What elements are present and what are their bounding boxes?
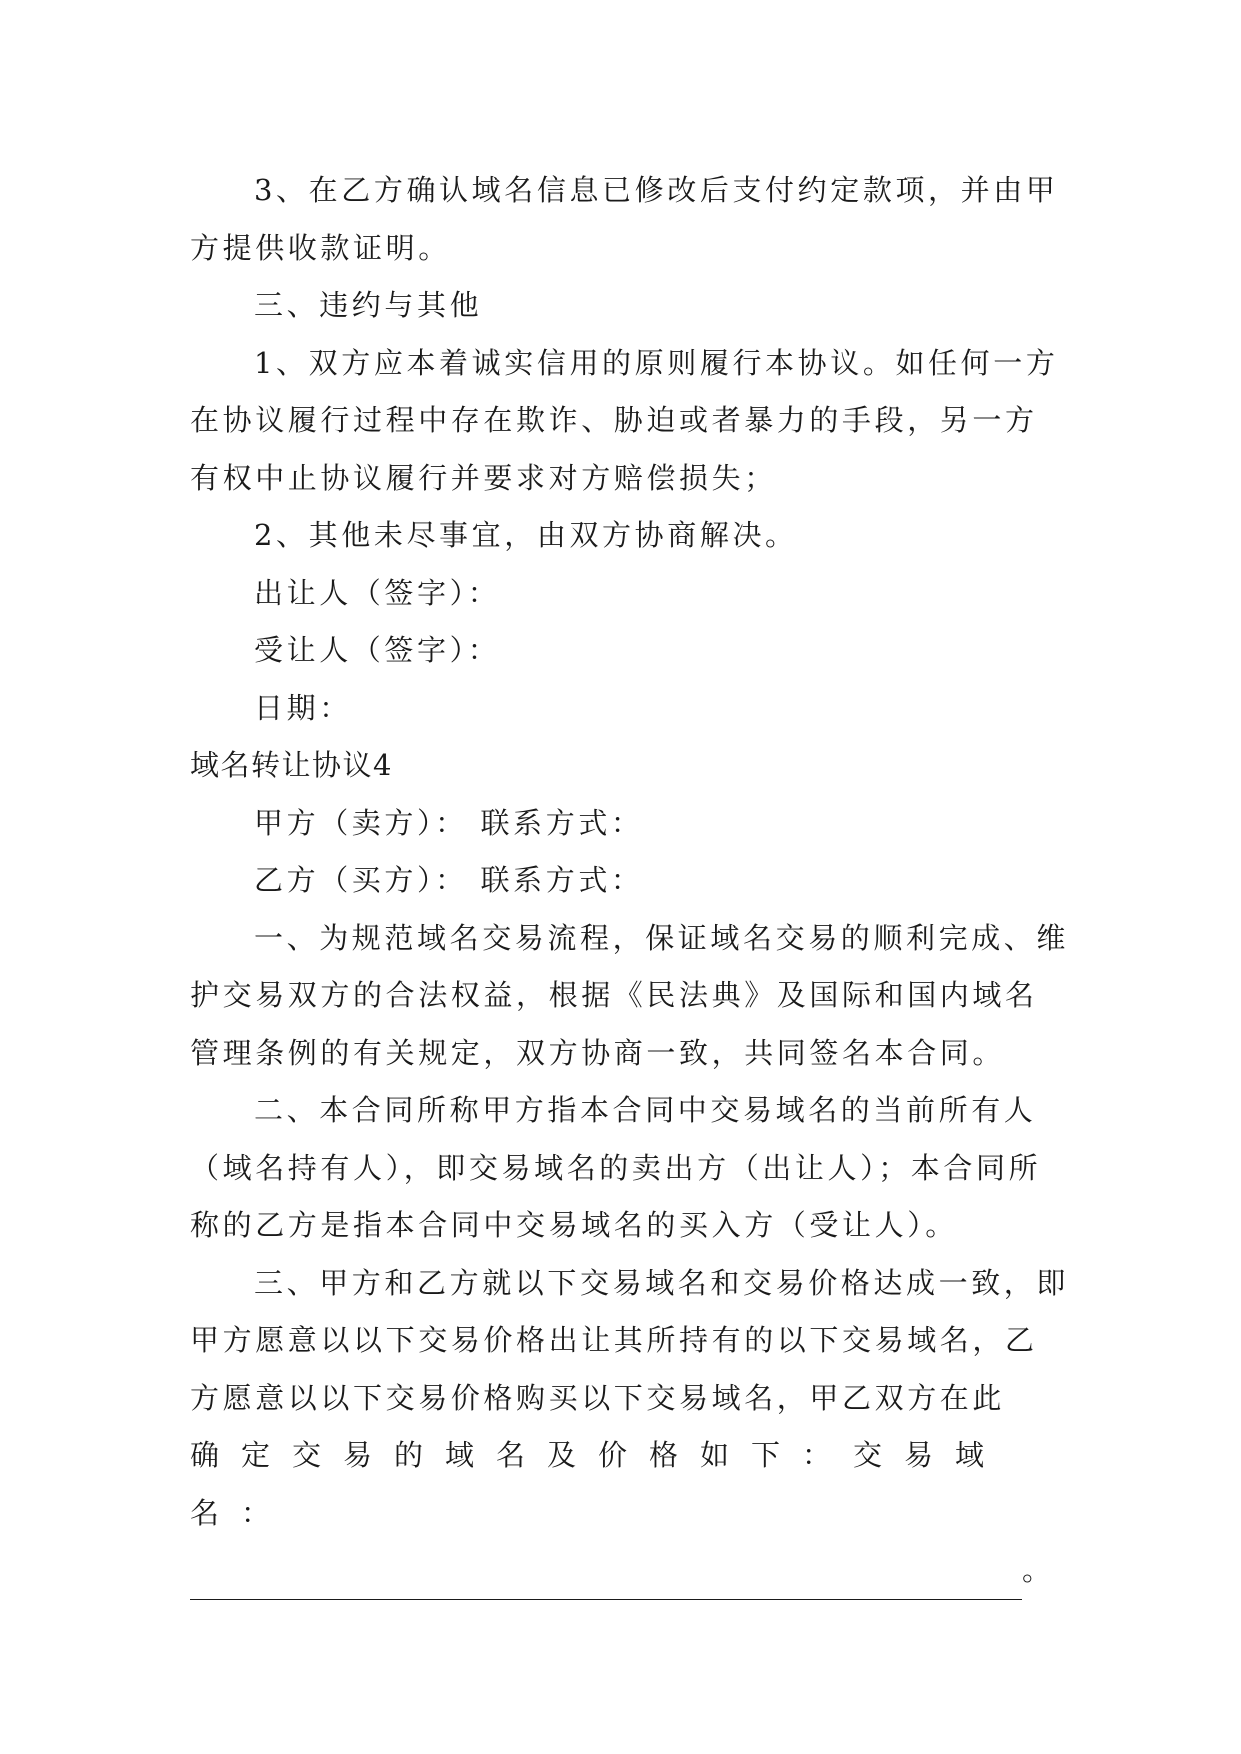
clause-two: 二、本合同所称甲方指本合同中交易域名的当前所有人（域名持有人），即交易域名的卖出方（出让人）；本合同所称的乙方是指本合同中交易域名的买入方（受让人）。 (190, 1093, 1042, 1242)
paragraph-other-matters: 2、其他未尽事宜，由双方协商解决。 (254, 518, 798, 552)
section-heading-breach: 三、违约与其他 (254, 288, 483, 322)
date-line: 日期： (254, 690, 352, 725)
document-body (190, 162, 1070, 1600)
paragraph-payment-clause: 3、在乙方确认域名信息已修改后支付约定款项，并由甲方提供收款证明。 (190, 173, 1059, 265)
party-a-line: 甲方（卖方）： 联系方式： (254, 805, 644, 840)
domain-blank-line (190, 1542, 1070, 1600)
clause-three: 三、甲方和乙方就以下交易域名和交易价格达成一致，即甲方愿意以以下交易价格出让其所持有的以下交易域名，乙方愿意以以下交易价格购买以下交易域名，甲乙双方在此 (190, 1265, 1070, 1415)
transferor-signature-line: 出让人（签字）： (254, 575, 501, 610)
paragraph-good-faith-clause: 1、双方应本着诚实信用的原则履行本协议。如任何一方在协议履行过程中存在欺诈、胁迫或者暴力的手段，另一方有权中止协议履行并要求对方赔偿损失； (190, 345, 1059, 495)
transferee-signature-line: 受让人（签字）： (254, 633, 501, 667)
clause-one: 一、为规范域名交易流程，保证域名交易的顺利完成、维护交易双方的合法权益，根据《民法典》及国际和国内域名管理条例的有关规定，双方协商一致，共同签名本合同。 (190, 920, 1070, 1070)
party-b-line: 乙方（买方）： 联系方式： (254, 863, 644, 897)
fill-in-underline (190, 1569, 1022, 1600)
line-end-period: 。 (1022, 1553, 1052, 1587)
clause-three-domain-line: 确定交易的域名及价格如下：交易域名： (190, 1438, 1007, 1530)
agreement-title: 域名转让协议4 (190, 748, 393, 782)
